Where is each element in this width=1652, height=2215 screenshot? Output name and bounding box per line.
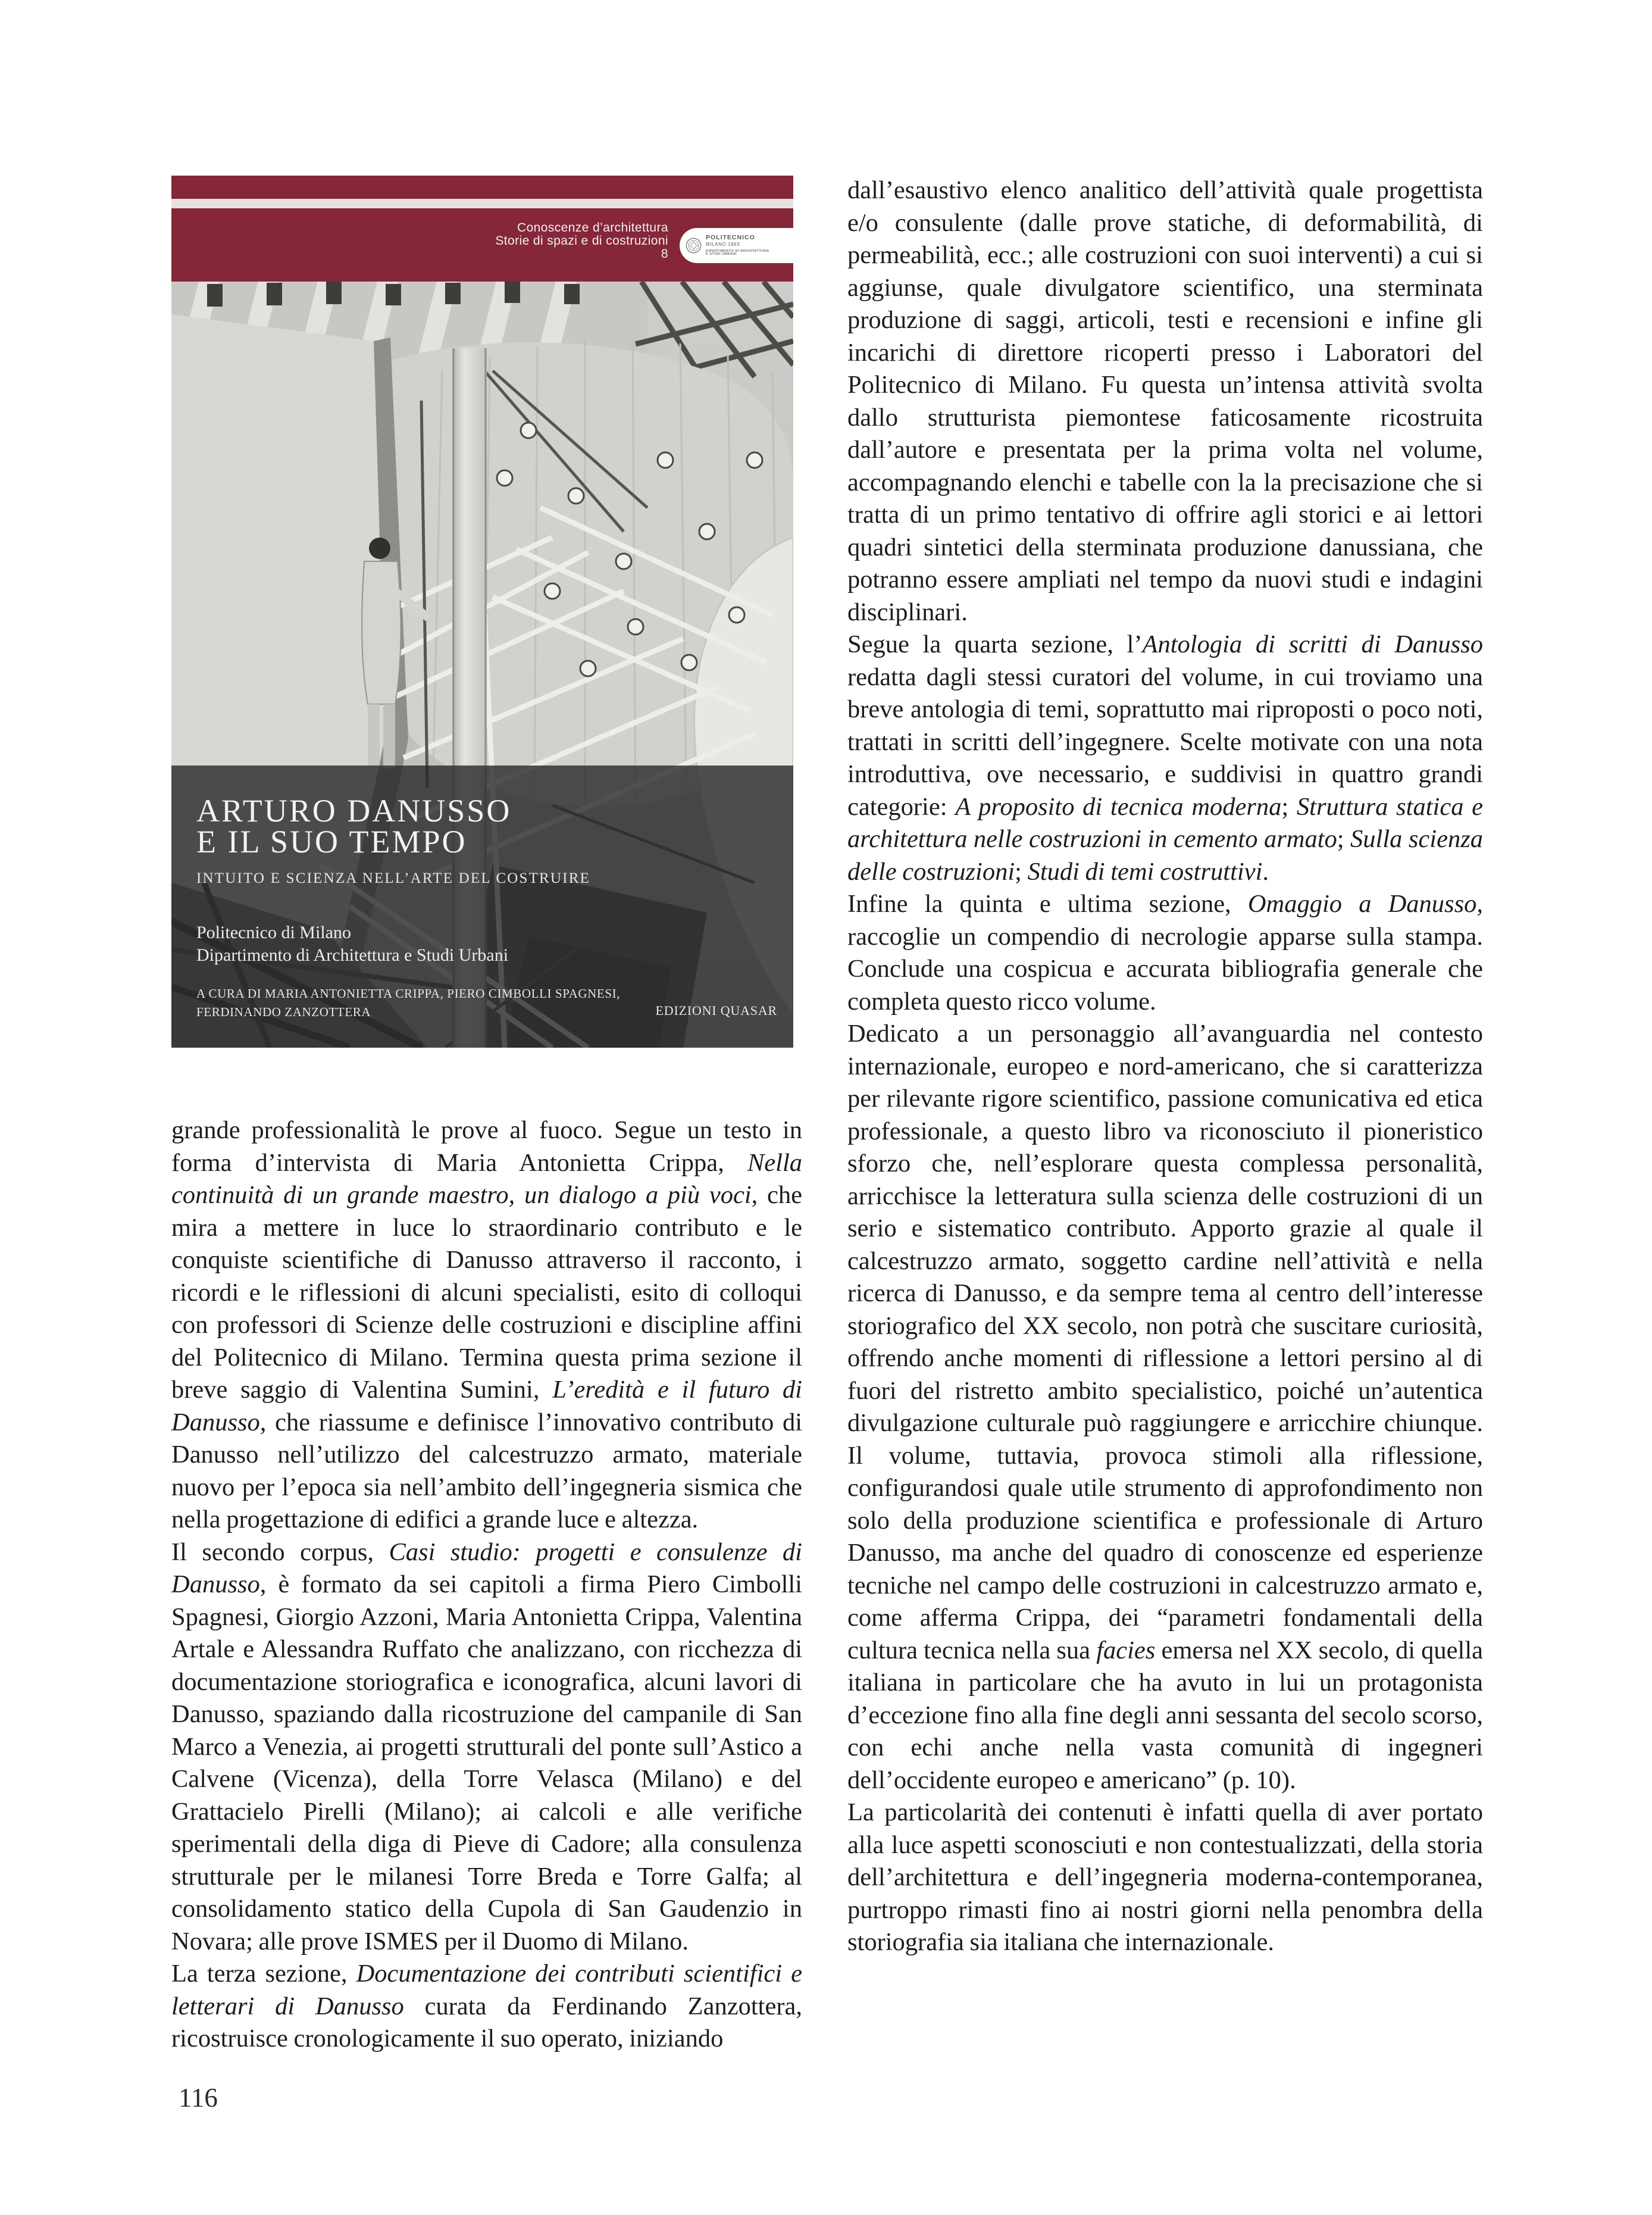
review-text-right-column [847,174,1483,1959]
curators-line-1: A CURA DI MARIA ANTONIETTA CRIPPA, PIERO CIMBOLLI SPAGNESI, [196,986,621,1001]
book-publisher: EDIZIONI QUASAR [655,1003,777,1018]
series-title [495,221,668,261]
book-title-line-2: E IL SUO TEMPO [196,824,467,860]
paragraph: Segue la quarta sezione, l’Antologia di scritti di Danusso redatta dagli stessi curatori del volume, in cui troviamo una breve antologia di temi, soprattutto mai riproposti o poco noti, trattati in scritti dell’ingegnere. Scelte motivate con una nota introduttiva, ove necessario, e suddivisi in quattro grandi categorie: A proposito di tecnica moderna; Struttura statica e architettura nelle costruzioni in cemento armato; Sulla scienza delle costruzioni; Studi di temi costruttivi. [847,630,1483,886]
badge-subname: MILANO 1863 [706,241,740,247]
curators-line-2: FERDINANDO ZANZOTTERA [196,1005,371,1019]
book-curators [196,985,620,1021]
politecnico-seal-icon [686,238,702,254]
affiliation-line-1: Politecnico di Milano [196,923,351,942]
series-number: 8 [661,247,668,261]
badge-name: POLITECNICO [706,234,755,242]
paragraph: Il secondo corpus, Casi studio: progetti e consulenze di Danusso, è formato da sei capitoli a firma Piero Cimbolli Spagnesi, Giorgio Azzoni, Maria Antonietta Crippa, Valentina Artale e Alessandra Ruffato che analizzano, con ricchezza di documentazione storiografica e iconografica, alcuni lavori di Danusso, spaziando dalla ricostruzione del campanile di San Marco a Venezia, ai progetti strutturali del ponte sull’Astico a Calvene (Vicenza), della Torre Velasca (Milano) e del Grattacielo Pirelli (Milano); ai calcoli e alle verifiche sperimentali della diga di Pieve di Cadore; alla consulenza strutturale per le milanesi Torre Breda e Torre Galfa; al consolidamento statico della Cupola di San Gaudenzio in Novara; alle prove ISMES per il Duomo di Milano. [171,1538,802,1955]
affiliation-line-2: Dipartimento di Architettura e Studi Urbani [196,945,509,965]
badge-department: DIPARTIMENTO DI ARCHITETTURA E STUDI URBANI [706,249,769,257]
book-subtitle: INTUITO E SCIENZA NELL’ARTE DEL COSTRUIRE [196,870,591,886]
book-affiliation [196,921,508,967]
paragraph: La particolarità dei contenuti è infatti quella di aver portato alla luce aspetti sconosciuti e non contestualizzati, della storia dell’architettura e dell’ingegneria moderna-contemporanea, purtroppo rimasti fino ai nostri giorni nella penombra della storiografia sia italiana che internazionale. [847,1798,1483,1956]
paragraph: dall’esaustivo elenco analitico dell’attività quale progettista e/o consulente (dalle prove statiche, di deformabilità, di permeabilità, ecc.; alle costruzioni con suoi interventi) a cui si aggiunse, quale divulgatore scientifico, una sterminata produzione di saggi, articoli, testi e recensioni e infine gli incarichi di direttore ricoperti presso i Laboratori del Politecnico di Milano. Fu questa un’intensa attività svolta dallo strutturista piemontese faticosamente ricostruita dall’autore e presentata per la prima volta nel volume, accompagnando elenchi e tabelle con la la precisazione che si tratta di un primo tentativo di offrire agli storici e ai lettori quadri sintetici della sterminata produzione danussiana, che potranno essere ampliati nel tempo da nuovi studi e indagini disciplinari. [847,176,1483,626]
paragraph: grande professionalità le prove al fuoco. Segue un testo in forma d’intervista di Maria Antonietta Crippa, Nella continuità di un grande maestro, un dialogo a più voci, che mira a mettere in luce lo straordinario contributo e le conquiste scientifiche di Danusso attraverso il racconto, i ricordi e le riflessioni di alcuni specialisti, esito di colloqui con professori di Scienze delle costruzioni e discipline affini del Politecnico di Milano. Termina questa prima sezione il breve saggio di Valentina Sumini, L’eredità e il futuro di Danusso, che riassume e definisce l’innovativo contributo di Danusso nell’utilizzo del calcestruzzo armato, materiale nuovo per l’epoca sia nell’ambito dell’ingegneria sismica che nella progettazione di edifici a grande luce e altezza. [171,1116,802,1533]
badge-text [706,235,769,257]
book-cover [171,176,793,1048]
review-text-left-column [171,1114,802,2055]
cover-red-band-top [171,176,793,199]
politecnico-badge [680,228,793,263]
cover-gray-stripe [171,199,793,208]
paragraph: Dedicato a un personaggio all’avanguardia nel contesto internazionale, europeo e nord-americano, che si caratterizza per rilevante rigore scientifico, passione comunicativa ed etica professionale, a questo libro va riconosciuto il pioneristico sforzo che, nell’esplorare questa complessa personalità, arricchisce la letteratura sulla scienza delle costruzioni di un serio e sistematico contributo. Apporto grazie al quale il calcestruzzo armato, soggetto cardine nell’attività e nella ricerca di Danusso, e da sempre tema al centro dell’interesse storiografico del XX secolo, non potrà che suscitare curiosità, offrendo anche momenti di riflessione a lettori persino al di fuori del ristretto ambito specialistico, poiché un’autentica divulgazione culturale può raggiungere e arricchire chiunque. Il volume, tuttavia, provoca stimoli alla riflessione, configurandosi quale utile strumento di approfondimento non solo della produzione scientifica e professionale di Arturo Danusso, ma anche del quadro di conoscenze ed esperienze tecniche nel campo delle costruzioni in calcestruzzo armato e, come afferma Crippa, dei “parametri fondamentali della cultura tecnica nella sua facies emersa nel XX secolo, di quella italiana in particolare che ha avuto in lui un protagonista d’eccezione fino alla fine degli anni sessanta del secolo scorso, con echi anche nella vasta comunità di ingegneri dell’occidente europeo e americano” (p. 10). [847,1020,1484,1794]
paragraph: Infine la quinta e ultima sezione, Omaggio a Danusso, raccoglie un compendio di necrologie apparse sulla stampa. Conclude una cospicua e accurata bibliografia generale che completa questo ricco volume. [847,890,1483,1016]
book-title-line-1: ARTURO DANUSSO [196,793,512,829]
paragraph: La terza sezione, Documentazione dei contributi scientifici e letterari di Danusso curata da Ferdinando Zanzottera, ricostruisce cronologicamente il suo operato, iniziando [171,1960,802,2052]
page-number: 116 [179,2083,218,2113]
cover-title-overlay [171,766,793,1048]
series-line-1: Conoscenze d’architettura [517,221,668,235]
series-line-2: Storie di spazi e di costruzioni [495,234,668,248]
cover-red-band-main [171,208,793,282]
